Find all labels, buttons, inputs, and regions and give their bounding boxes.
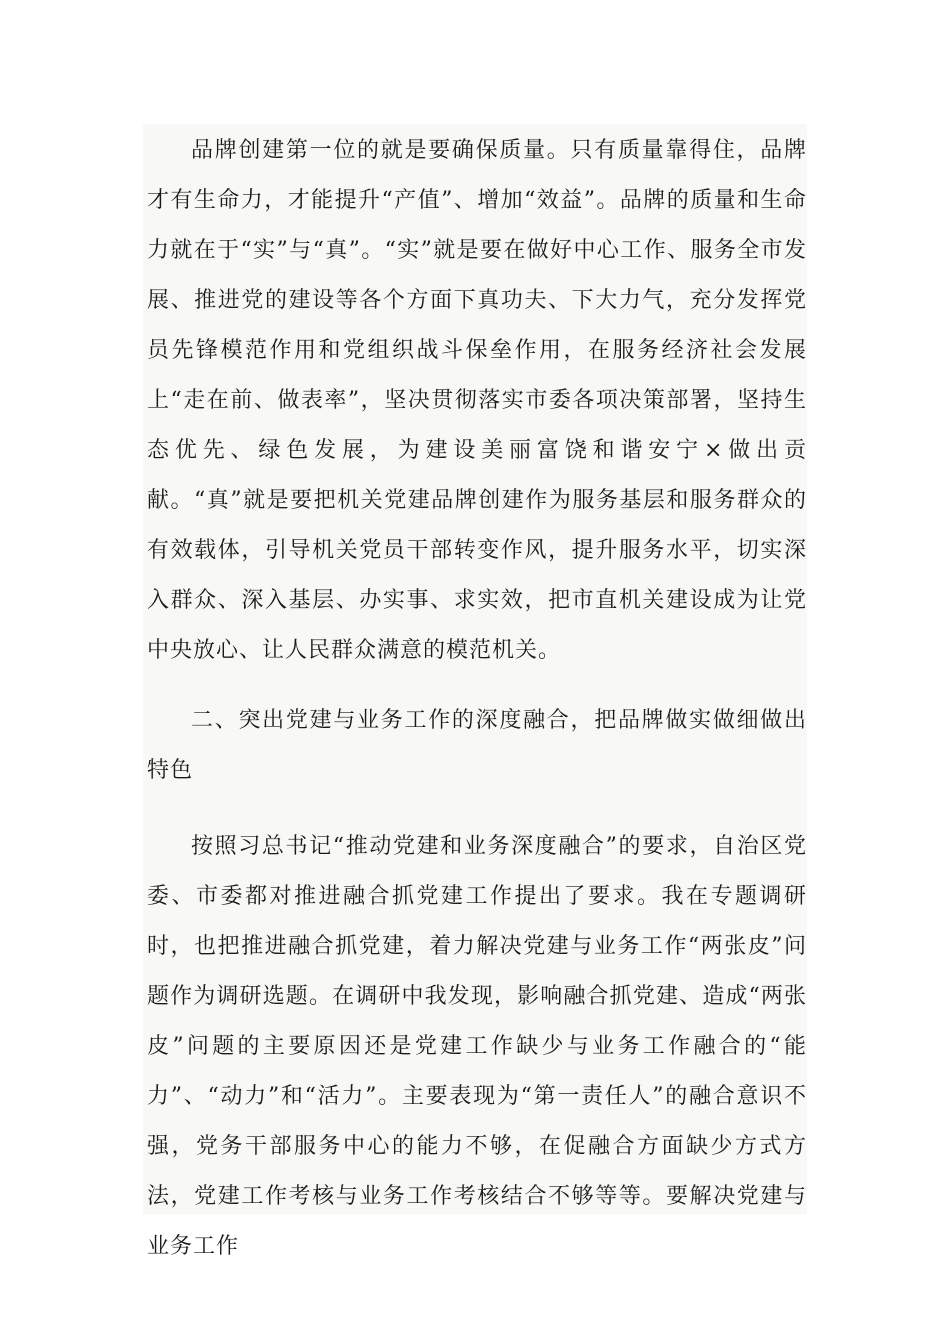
body-paragraph-brand-quality: 品牌创建第一位的就是要确保质量。只有质量靠得住，品牌才有生命力，才能提升“产值”、增加“效益”。品牌的质量和生命力就在于“实”与“真”。“实”就是要在做好中心工作、服务全市发展、推进党的建设等各个方面下真功夫、下大力气，充分发挥党员先锋模范作用和党组织战斗保垒作用，在服务经济社会发展上“走在前、做表率”，坚决贯彻落实市委各项决策部署，坚持生态优先、绿色发展，为建设美丽富饶和谐安宁×做出贡献。“真”就是要把机关党建品牌创建作为服务基层和服务群众的有效载体，引导机关党员干部转变作风，提升服务水平，切实深入群众、深入基层、办实事、求实效，把市直机关建设成为让党中央放心、让人民群众满意的模范机关。 [147,138,807,663]
body-paragraph-integration: 按照习总书记“推动党建和业务深度融合”的要求，自治区党委、市委都对推进融合抓党建工作提出了要求。我在专题调研时，也把推进融合抓党建，着力解决党建与业务工作“两张皮”问题作为调研选题。在调研中我发现，影响融合抓党建、造成“两张皮”问题的主要原因还是党建工作缺少与业务工作融合的“能力”、“动力”和“活力”。主要表现为“第一责任人”的融合意识不强，党务干部服务中心的能力不够，在促融合方面缺少方式方法，党建工作考核与业务工作考核结合不够等等。要解决党建与业务工作 [147,834,807,1259]
section-heading-integration: 二、突出党建与业务工作的深度融合，把品牌做实做细做出特色 [147,708,807,783]
